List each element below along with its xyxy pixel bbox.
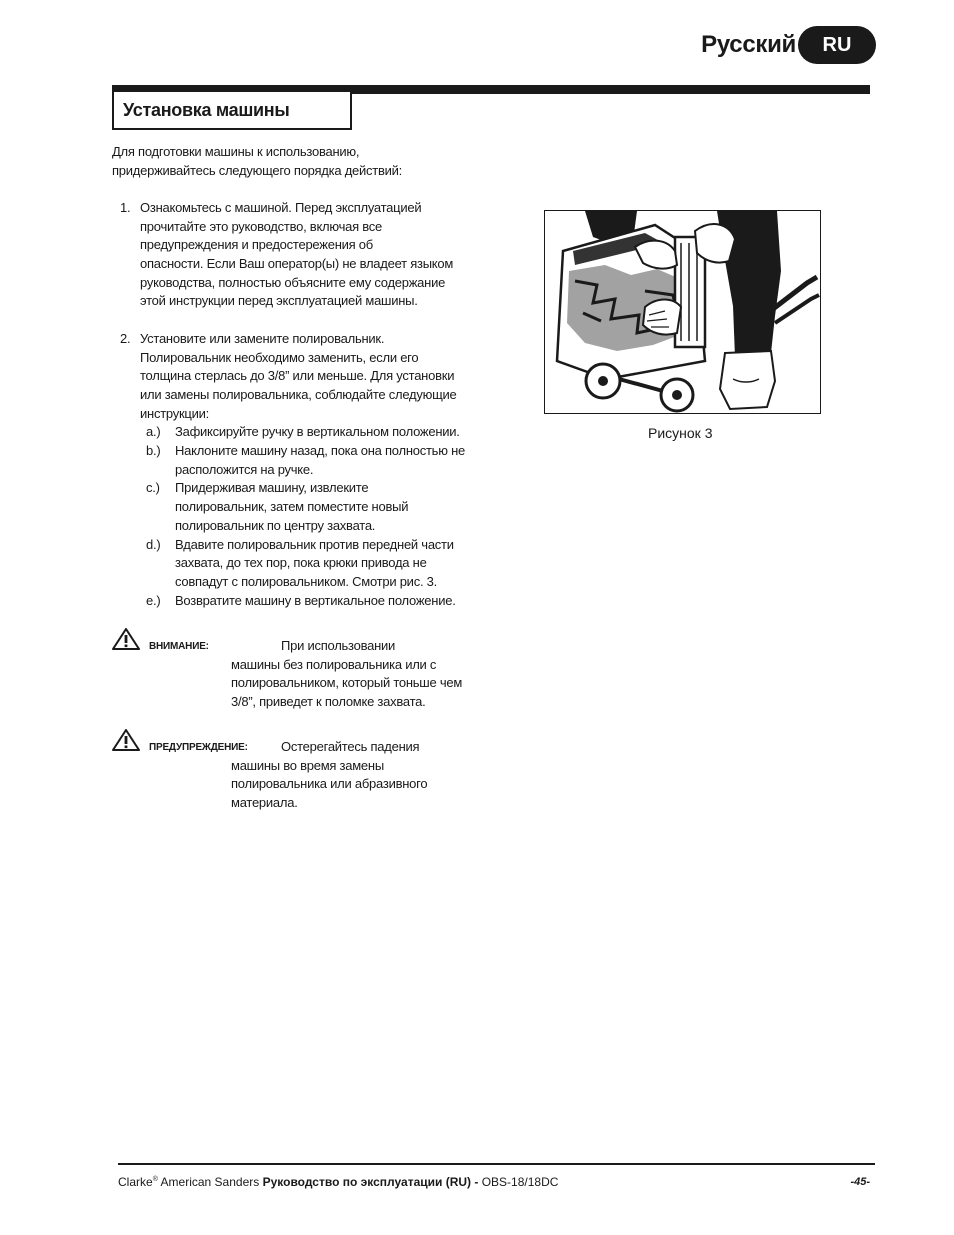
caution-line: машины без полировальника или с <box>231 657 437 672</box>
step-line: этой инструкции перед эксплуатацией машины. <box>140 293 418 308</box>
language-badge: RU <box>798 26 876 64</box>
footer-text <box>118 1175 558 1189</box>
footer-manual-title: Руководство по эксплуатации (RU) - <box>262 1175 479 1189</box>
step-number: 2. <box>120 331 131 346</box>
step-line: предупреждения и предостережения об <box>140 237 373 252</box>
caution-line: полировальником, который тоньше чем <box>231 675 463 690</box>
caution-line: 3/8”, приведет к поломке захвата. <box>231 694 426 709</box>
substep-label: b.) <box>146 443 161 458</box>
substep-label: c.) <box>146 480 160 495</box>
warning-triangle-icon <box>112 628 140 650</box>
warning-line: материала. <box>231 795 298 810</box>
substep-label: d.) <box>146 537 161 552</box>
footer-model: OBS-18/18DC <box>481 1175 559 1189</box>
warning-line: машины во время замены <box>231 758 384 773</box>
substep-line: Возвратите машину в вертикальное положение. <box>175 593 456 608</box>
step-number: 1. <box>120 200 131 215</box>
step-line: руководства, полностью объясните ему содержание <box>140 275 446 290</box>
figure-caption: Рисунок 3 <box>648 425 713 441</box>
footer-brand: Clarke <box>118 1175 153 1189</box>
step-line: Установите или замените полировальник. <box>140 331 385 346</box>
intro-line: придерживайтесь следующего порядка действий: <box>112 163 403 178</box>
substep-line: Вдавите полировальник против передней части <box>175 537 454 552</box>
substep-line: полировальник по центру захвата. <box>175 518 376 533</box>
footer-rule <box>118 1163 875 1165</box>
substep-line: Придерживая машину, извлеките <box>175 480 369 495</box>
caution-line: При использовании <box>281 638 396 653</box>
warning-line: Остерегайтесь падения <box>281 739 420 754</box>
step-line: толщина стерлась до 3/8” или меньше. Для установки <box>140 368 455 383</box>
substep-line: полировальник, затем поместите новый <box>175 499 409 514</box>
footer-company: American Sanders <box>160 1175 260 1189</box>
substep-line: захвата, до тех пор, пока крюки привода не <box>175 555 427 570</box>
step-line: Полировальник необходимо заменить, если его <box>140 350 419 365</box>
intro-line: Для подготовки машины к использованию, <box>112 144 360 159</box>
step-line: или замены полировальника, соблюдайте следующие <box>140 387 457 402</box>
figure-3-illustration <box>544 210 821 414</box>
warning-triangle-icon <box>112 729 140 751</box>
step-line: прочитайте это руководство, включая все <box>140 219 382 234</box>
warning-label: ПРЕДУПРЕЖДЕНИЕ: <box>149 742 248 753</box>
language-header <box>701 26 876 64</box>
step-line: Ознакомьтесь с машиной. Перед эксплуатацией <box>140 200 422 215</box>
substep-line: расположится на ручке. <box>175 462 314 477</box>
caution-label: ВНИМАНИЕ: <box>149 641 209 652</box>
warning-line: полировальника или абразивного <box>231 776 428 791</box>
step-line: опасности. Если Ваш оператор(ы) не владеет языком <box>140 256 454 271</box>
substep-line: Наклоните машину назад, пока она полностью не <box>175 443 465 458</box>
section-heading-box <box>112 92 352 130</box>
substep-label: e.) <box>146 593 161 608</box>
page-number: -45- <box>850 1176 870 1188</box>
substep-label: a.) <box>146 424 161 439</box>
step-line: инструкции: <box>140 406 209 421</box>
registered-mark: ® <box>152 1176 158 1183</box>
substep-line: Зафиксируйте ручку в вертикальном положении. <box>175 424 460 439</box>
section-title: Установка машины <box>123 100 290 120</box>
language-title: Русский <box>701 31 796 58</box>
substep-line: совпадут с полировальником. Смотри рис. 3. <box>175 574 438 589</box>
